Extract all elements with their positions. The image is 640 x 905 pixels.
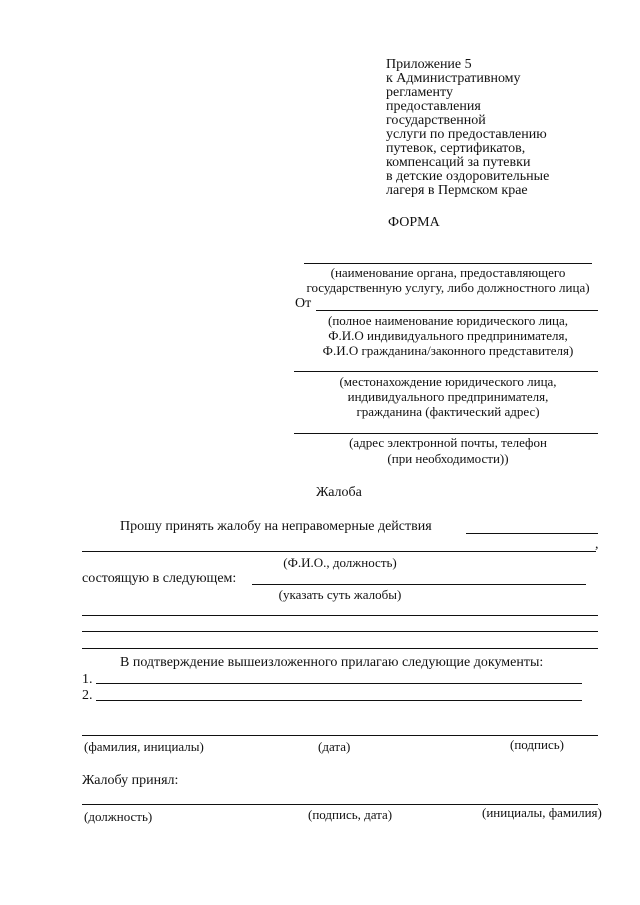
email-caption: (адрес электронной почты, телефон — [349, 435, 547, 450]
appendix-line: компенсаций за путевки — [386, 155, 531, 170]
complaint-title: Жалоба — [316, 485, 362, 500]
name-caption: (фамилия, инициалы) — [84, 739, 204, 754]
accepted-label: Жалобу принял: — [82, 773, 179, 788]
signature-line — [82, 735, 598, 736]
applicant-caption: Ф.И.О индивидуального предпринимателя, — [328, 328, 568, 343]
applicant-line — [316, 310, 598, 311]
appendix-line: регламенту — [386, 85, 453, 100]
location-line — [294, 371, 598, 372]
essence-line — [252, 584, 586, 585]
applicant-caption: Ф.И.О гражданина/законного представителя) — [322, 343, 574, 358]
sign-date-caption: (подпись, дата) — [308, 807, 393, 822]
appendix-line: предоставления — [386, 99, 481, 114]
document-item-number: 1. — [82, 672, 93, 687]
email-caption: (при необходимости)) — [387, 451, 509, 466]
appendix-line: в детские оздоровительные — [386, 169, 550, 184]
email-line — [294, 433, 598, 434]
attach-text: В подтверждение вышеизложенного прилагаю следующие документы: — [120, 655, 544, 670]
form-title: ФОРМА — [388, 215, 440, 230]
appendix-line: Приложение 5 — [386, 57, 472, 72]
organ-caption: (наименование органа, предоставляющего — [330, 265, 566, 280]
person-caption: (Ф.И.О., должность) — [283, 555, 397, 570]
request-text: Прошу принять жалобу на неправомерные действия — [120, 519, 432, 534]
date-caption: (дата) — [318, 739, 351, 754]
location-caption: гражданина (фактический адрес) — [356, 404, 540, 419]
organ-line — [304, 263, 592, 264]
essence-line-2 — [82, 615, 598, 616]
actions-line — [466, 533, 598, 534]
consisting-label: состоящую в следующем: — [82, 571, 237, 586]
essence-line-3 — [82, 631, 598, 632]
appendix-line: к Административному — [386, 71, 521, 86]
comma: , — [595, 537, 599, 552]
organ-caption: государственную услугу, либо должностного лица) — [306, 280, 590, 295]
from-label: От — [295, 296, 312, 311]
location-caption: (местонахождение юридического лица, — [339, 374, 557, 389]
document-line-2 — [96, 700, 582, 701]
applicant-caption: (полное наименование юридического лица, — [327, 313, 569, 328]
initials-caption: (инициалы, фамилия) — [482, 805, 602, 820]
essence-caption: (указать суть жалобы) — [278, 587, 402, 602]
essence-line-4 — [82, 648, 598, 649]
document-line-1 — [96, 683, 582, 684]
appendix-line: путевок, сертификатов, — [386, 141, 526, 156]
person-line — [82, 551, 596, 552]
position-caption: (должность) — [84, 809, 153, 824]
appendix-line: лагеря в Пермском крае — [386, 183, 528, 198]
sign-caption: (подпись) — [510, 737, 564, 752]
location-caption: индивидуального предпринимателя, — [347, 389, 549, 404]
appendix-line: государственной — [386, 113, 486, 128]
appendix-line: услуги по предоставлению — [386, 127, 547, 142]
document-item-number: 2. — [82, 688, 93, 703]
